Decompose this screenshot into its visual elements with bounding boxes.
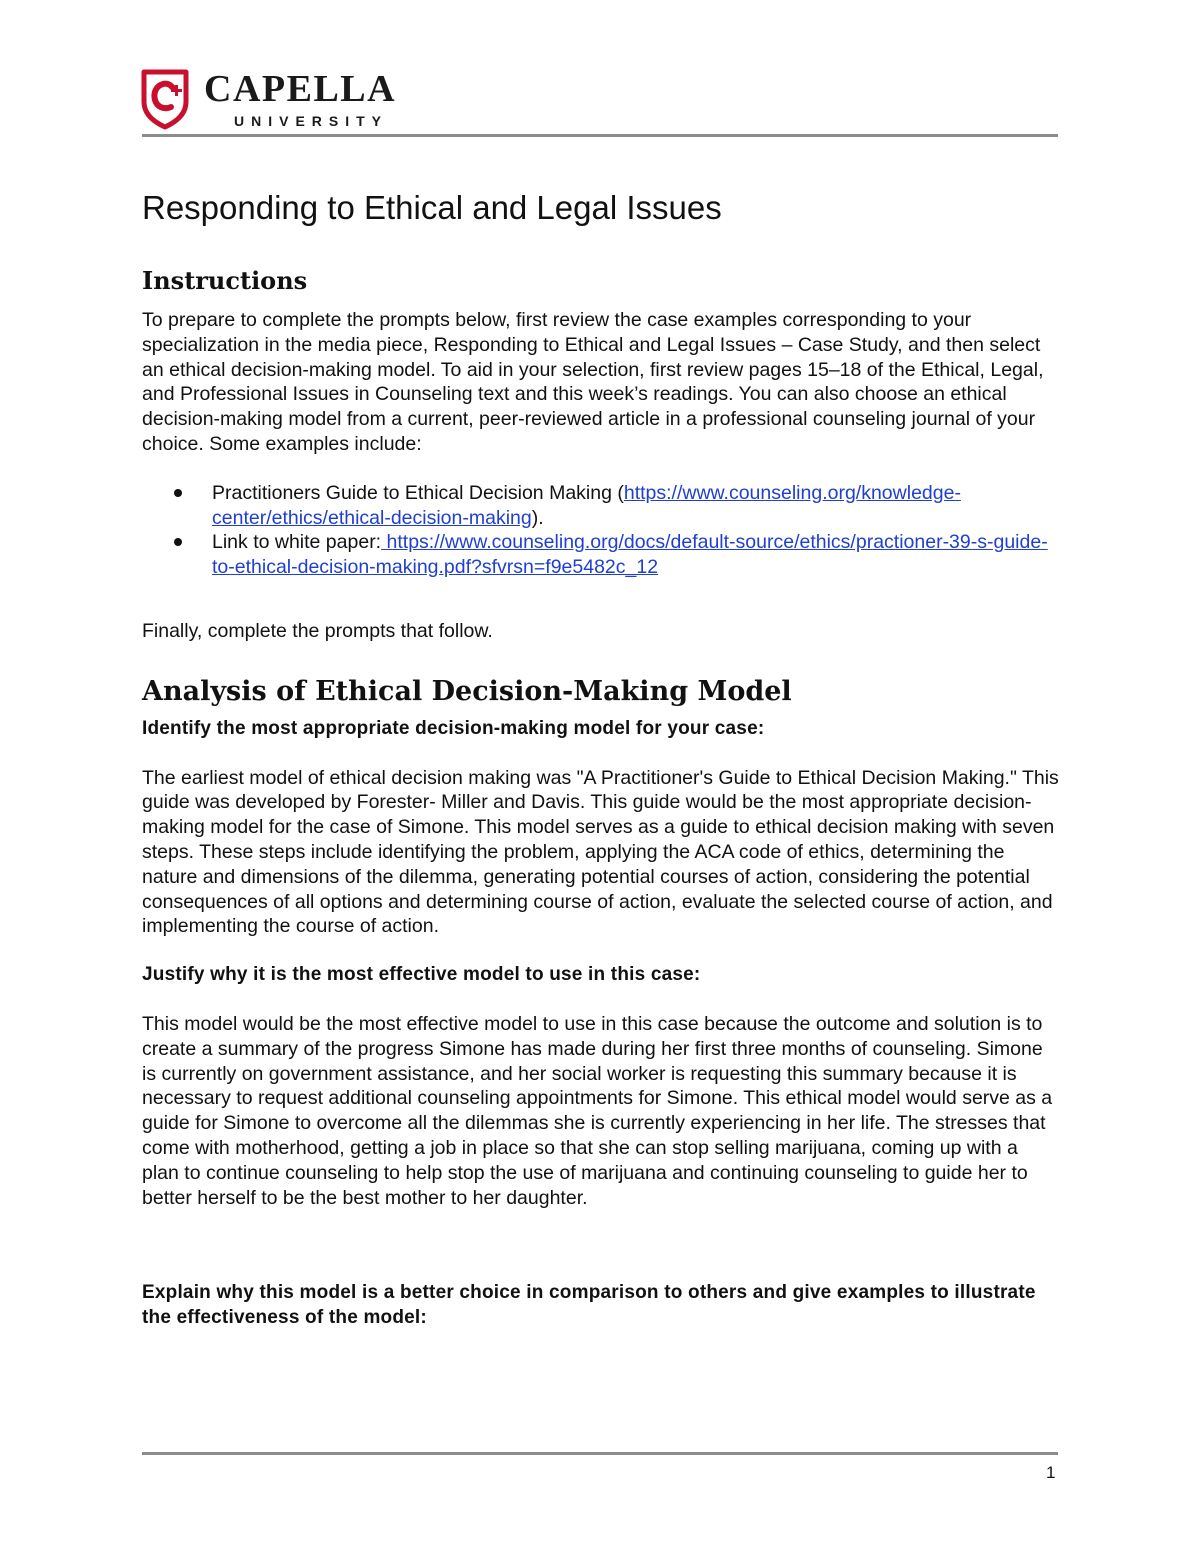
answer-justify-model: This model would be the most effective model to use in this case because the outcome and solution is to create a summary of the progress Simone has made during her first three months of counseling. Simone is currently on government assistance, and her social worker is requesting this summary because it is necessary to request additional counseling appointments for Simone. This ethical model would serve as a guide for Simone to overcome all the dilemmas she is currently experiencing in her life. The stresses that come with motherhood, getting a job in place so that she can stop selling marijuana, coming up with a plan to continue counseling to help stop the use of marijuana and continuing counseling to guide her to better herself to be the best mother to her daughter. — [142, 1012, 1053, 1209]
document-title: Responding to Ethical and Legal Issues — [142, 189, 722, 226]
capella-logo — [140, 68, 440, 132]
practitioners-guide-link[interactable]: https://www.counseling.org/knowledge-center/ethics/ethical-decision-making — [212, 481, 961, 529]
list-item — [142, 481, 1060, 531]
header-rule — [142, 134, 1058, 137]
white-paper-link[interactable]: https://www.counseling.org/docs/default-source/ethics/practioner-39-s-guide-to-ethical-decision-making.pdf?sfvrsn=f9e5482c_12 — [212, 531, 1048, 579]
instructions-heading: Instructions — [142, 266, 308, 295]
prompt-identify-model: Identify the most appropriate decision-making model for your case: — [142, 717, 765, 739]
footer-rule — [142, 1452, 1058, 1455]
answer-identify-model: The earliest model of ethical decision making was "A Practitioner's Guide to Ethical Decision Making." This guide was developed by Forester- Miller and Davis. This guide would be the most appropriate decision-making model for the case of Simone. This model serves as a guide to ethical decision making with seven steps. These steps include identifying the problem, applying the ACA code of ethics, determining the nature and dimensions of the dilemma, generating potential courses of action, considering the potential consequences of all options and determining course of action, evaluate the selected course of action, and implementing the course of action. — [142, 766, 1059, 938]
list-item-suffix: ). — [531, 506, 544, 529]
prompt-explain-model: Explain why this model is a better choice in comparison to others and give examples to illustrate the effectiveness of the model: — [142, 1282, 1036, 1329]
instructions-paragraph: To prepare to complete the prompts below, first review the case examples corresponding to your specialization in the media piece, Responding to Ethical and Legal Issues – Case Study, and then select an ethical decision-making model. To aid in your selection, first review pages 15–18 of the Ethical, Legal, and Professional Issues in Counseling text and this week’s readings. You can also choose an ethical decision-making model from a current, peer-reviewed article in a professional counseling journal of your choice. Some examples include: — [142, 309, 1044, 455]
analysis-heading: Analysis of Ethical Decision-Making Model — [142, 675, 792, 707]
example-models-list — [142, 481, 1060, 580]
prompt-justify-model: Justify why it is the most effective model to use in this case: — [142, 964, 701, 986]
bullet-icon — [174, 489, 182, 497]
list-item — [142, 530, 1060, 580]
page-number: 1 — [1046, 1463, 1056, 1482]
document-body — [142, 186, 1060, 1331]
shield-logo-icon — [140, 68, 190, 130]
logo-name: CAPELLA — [204, 68, 397, 110]
bullet-icon — [174, 538, 182, 546]
logo-subtitle: UNIVERSITY — [234, 113, 389, 129]
list-item-text: Practitioners Guide to Ethical Decision Making ( — [212, 481, 624, 504]
list-item-text: Link to white paper: — [212, 531, 382, 554]
finally-paragraph: Finally, complete the prompts that follow. — [142, 619, 493, 642]
